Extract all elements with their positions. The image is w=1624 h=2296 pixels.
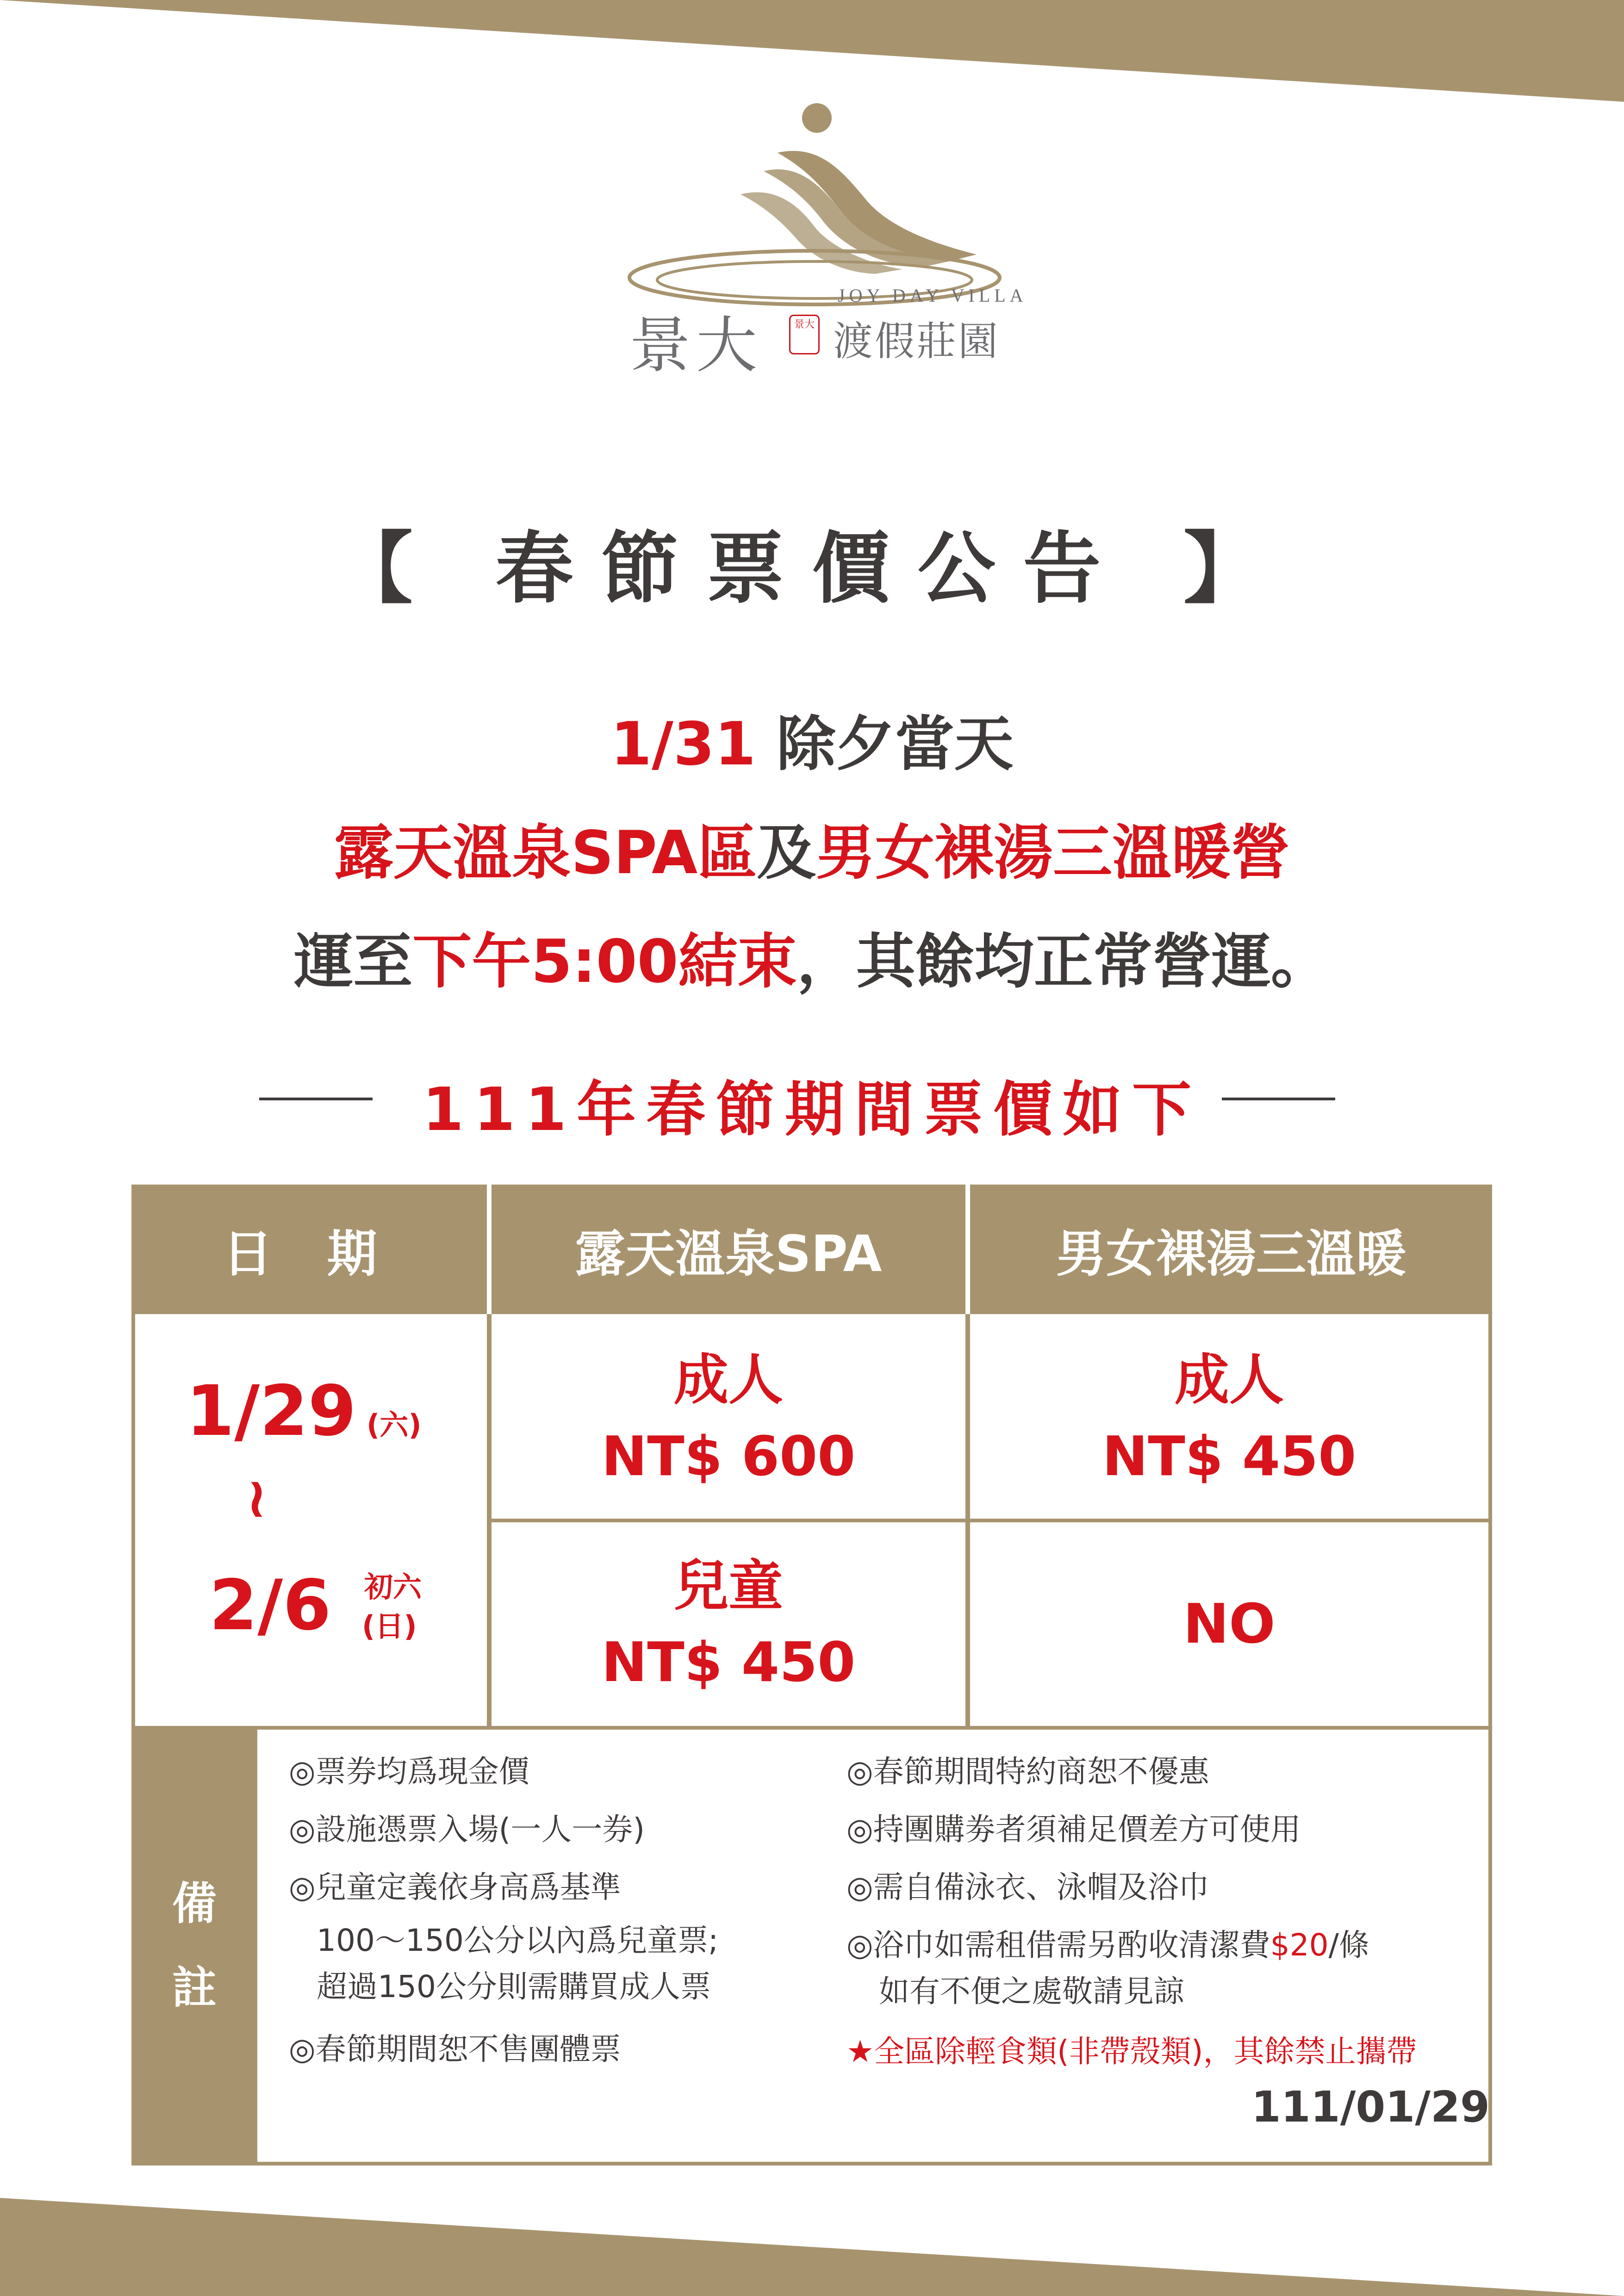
remark-group-voucher: ◎持團購劵者須補足價差方可使用: [846, 1812, 1301, 1847]
notice-operate-until: 運至: [294, 927, 413, 996]
table-divider-remarks: [131, 1726, 1492, 1730]
remark-towel-fee: $20: [1270, 1927, 1329, 1963]
date-range-separator: ≀: [246, 1466, 267, 1530]
date-range-cell: [135, 1318, 487, 1726]
brand-seal: 景大: [789, 315, 820, 354]
remark-ticket-entry: ◎設施憑票入場(一人一券): [289, 1812, 645, 1847]
notice-and: 及: [757, 819, 816, 887]
notice-date-desc: 除夕當天: [756, 710, 1014, 779]
document-date: 111/01/29: [1251, 2082, 1490, 2132]
table-border-right: [1488, 1314, 1492, 2166]
top-decorative-band: [0, 0, 1624, 102]
header-sauna: 男女裸湯三溫暖: [970, 1185, 1492, 1314]
notice-date: 1/31: [610, 710, 756, 779]
remark-cash-price: ◎票券均爲現金價: [289, 1754, 529, 1789]
date-start: 1/29: [186, 1371, 356, 1452]
brand-subtitle: 渡假莊園: [833, 318, 1000, 365]
date-end-lunar: 初六: [364, 1570, 422, 1604]
remarks-label-1: 備: [172, 1877, 217, 1930]
price-table: [131, 1185, 1492, 2166]
table-border-bottom: [131, 2162, 1492, 2166]
sauna-child-cell: NO: [1183, 1592, 1276, 1656]
table-divider-col1: [487, 1314, 492, 1726]
notice-end-time: 下午5:00結束: [412, 927, 797, 996]
notice-line-1: [0, 696, 1624, 782]
heading-rule-right: [1222, 1098, 1335, 1100]
header-date: 日 期: [131, 1185, 487, 1314]
spa-adult-price-cell: [492, 1318, 965, 1519]
date-start-weekday: (六): [367, 1408, 422, 1442]
brand-name-en: JOY DAY VILLA: [838, 285, 1027, 306]
notice-line-3: [0, 914, 1624, 999]
remark-towel-rental-text: ◎浴巾如需租借需另酌收清潔費: [846, 1927, 1270, 1963]
spa-adult-price: NT$ 600: [601, 1424, 856, 1488]
period-heading: 111年春節期間票價如下: [422, 1075, 1202, 1144]
header-spa: 露天溫泉SPA: [492, 1185, 965, 1314]
spa-child-price: NT$ 450: [601, 1630, 856, 1694]
remark-food-restriction: ★全區除輕食類(非帶殼類)，其餘禁止攜帶: [846, 2034, 1417, 2069]
table-divider-row-mid: [492, 1519, 1488, 1522]
spa-adult-label: 成人: [673, 1347, 783, 1412]
sauna-adult-label: 成人: [1174, 1347, 1284, 1412]
notice-spa-area: 露天溫泉SPA區: [334, 819, 757, 887]
date-end-weekday: (日): [362, 1609, 417, 1643]
notice-rest-normal: ，其餘均正常營運。: [796, 927, 1330, 996]
remarks-label-2: 註: [172, 1962, 217, 2014]
notice-line-2: [0, 805, 1624, 890]
date-end: 2/6: [209, 1565, 331, 1646]
page-title: 【 春節票價公告 】: [335, 523, 1289, 614]
remark-towel-unit: /條: [1328, 1927, 1369, 1963]
remark-towel-rental: [846, 1920, 1369, 1964]
sauna-adult-price-cell: [970, 1318, 1488, 1519]
spa-child-price-cell: [492, 1522, 965, 1726]
brand-name-cjk: 景大: [629, 310, 763, 381]
remark-no-group-ticket: ◎春節期間恕不售團體票: [289, 2031, 621, 2067]
remark-bring-swimwear: ◎需自備泳衣、泳帽及浴巾: [846, 1869, 1209, 1905]
remarks-label-cell: [131, 1730, 257, 2162]
remark-adult-height: 超過150公分則需購買成人票: [317, 1969, 711, 2004]
remark-child-height-range: 100～150公分以內爲兒童票;: [317, 1923, 719, 1958]
remark-child-definition: ◎兒童定義依身高爲基準: [289, 1869, 621, 1905]
spa-child-label: 兒童: [673, 1553, 783, 1618]
sauna-adult-price: NT$ 450: [1102, 1424, 1356, 1488]
notice-sauna-area: 男女裸湯三溫暖營: [816, 819, 1290, 887]
remark-no-partner-discount: ◎春節期間特約商恕不優惠: [846, 1754, 1209, 1789]
remark-apology: 如有不便之處敬請見諒: [879, 1973, 1184, 2009]
